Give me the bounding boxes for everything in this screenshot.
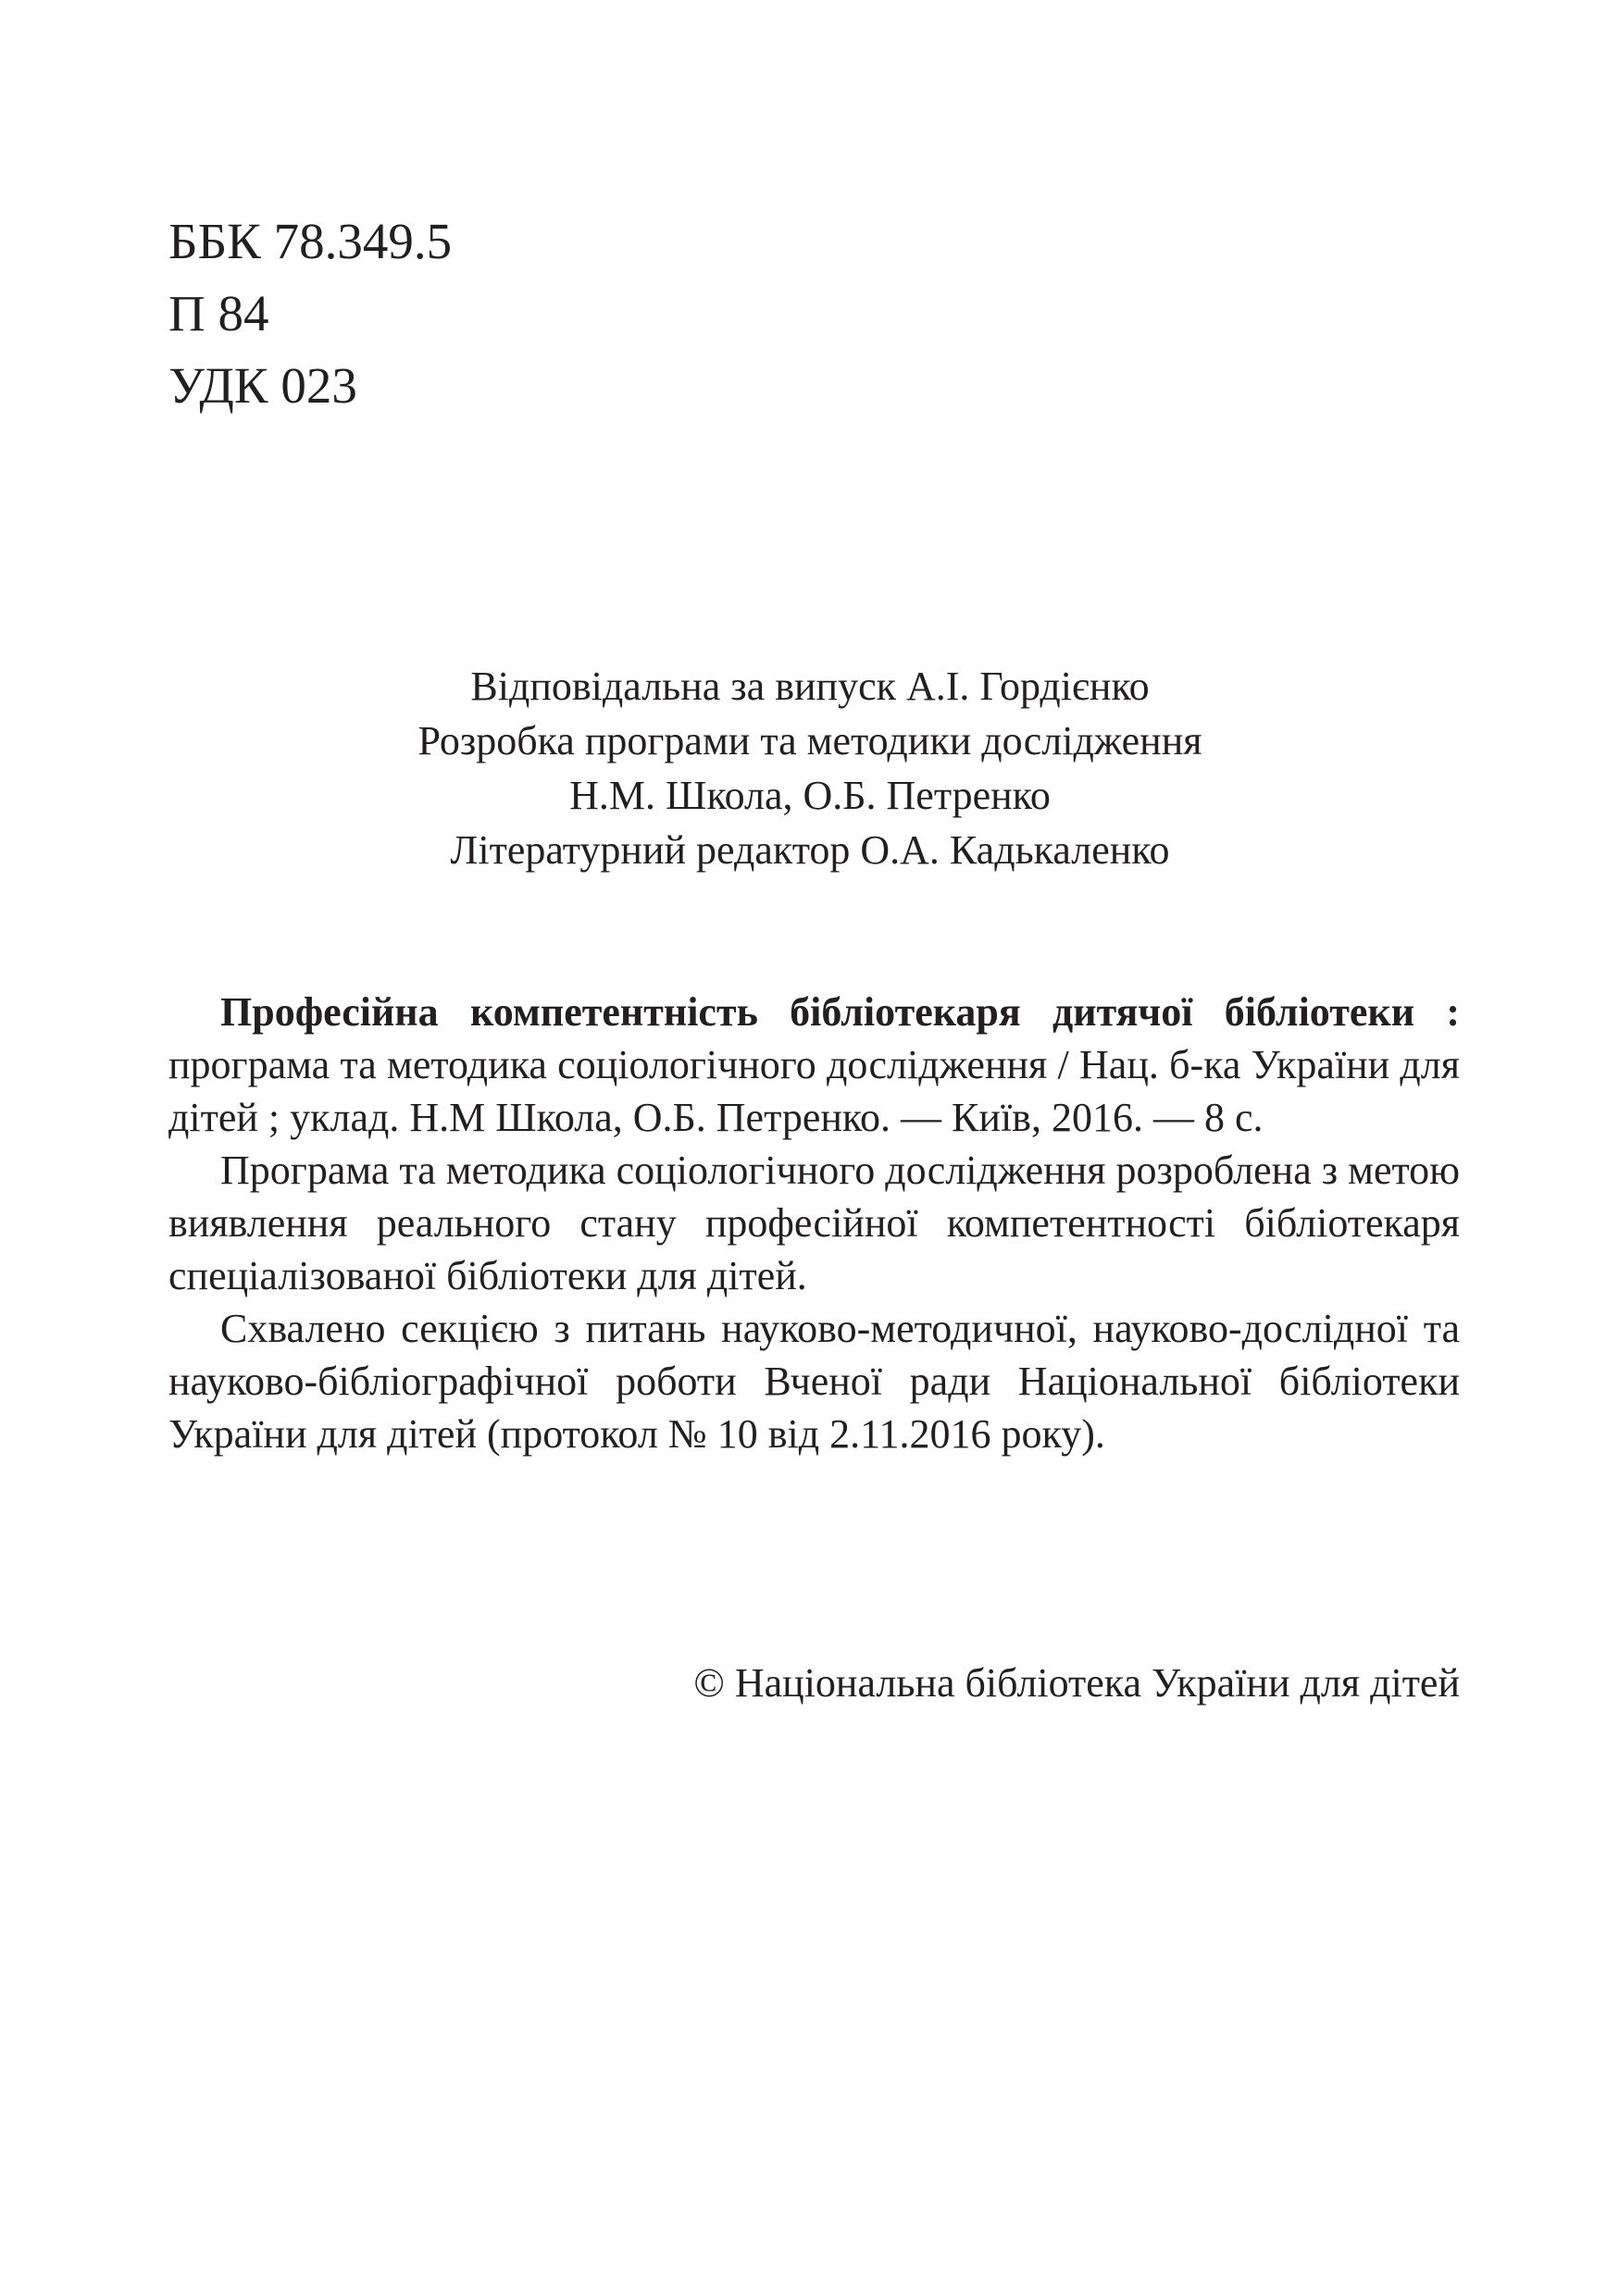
responsible-editor: Відповідальна за випуск А.І. Гордієнко [470, 664, 1150, 709]
classification-codes [168, 205, 452, 422]
program-development: Розробка програми та методики дослідження [417, 718, 1202, 763]
literary-editor: Літературний редактор О.А. Кадькаленко [450, 827, 1170, 873]
book-title: Професійна компетентність бібліотекаря дитячої бібліотеки : [220, 989, 1460, 1035]
udk-code: УДК 023 [168, 357, 357, 414]
credits-block [278, 659, 1342, 877]
bibliographic-abstract [168, 986, 1460, 1460]
bbk-code: ББК 78.349.5 [168, 213, 453, 269]
author-mark: П 84 [168, 285, 269, 341]
program-authors: Н.М. Школа, О.Б. Петренко [569, 773, 1051, 818]
approval-paragraph: Схвалено секцією з питань науково-методичної, науково-дослідної та науково-бібліографічної роботи Вченої ради Національної бібліотеки України для дітей (протокол № 10 від 2.11.2016 року). [168, 1306, 1460, 1457]
description-paragraph: Програма та методика соціологічного дослідження розроблена з метою виявлення реального стану професійної компетентності бібліотекаря спеціалізованої бібліотеки для дітей. [168, 1148, 1460, 1298]
citation-text: програма та методика соціологічного дослідження / Нац. б-ка України для дітей ; уклад. Н.М Школа, О.Б. Петренко. — Київ, 2016. — 8 с. [168, 1042, 1460, 1140]
copyright-notice: © Національна бібліотека України для дітей [693, 1660, 1460, 1706]
citation-paragraph [168, 986, 1460, 1144]
